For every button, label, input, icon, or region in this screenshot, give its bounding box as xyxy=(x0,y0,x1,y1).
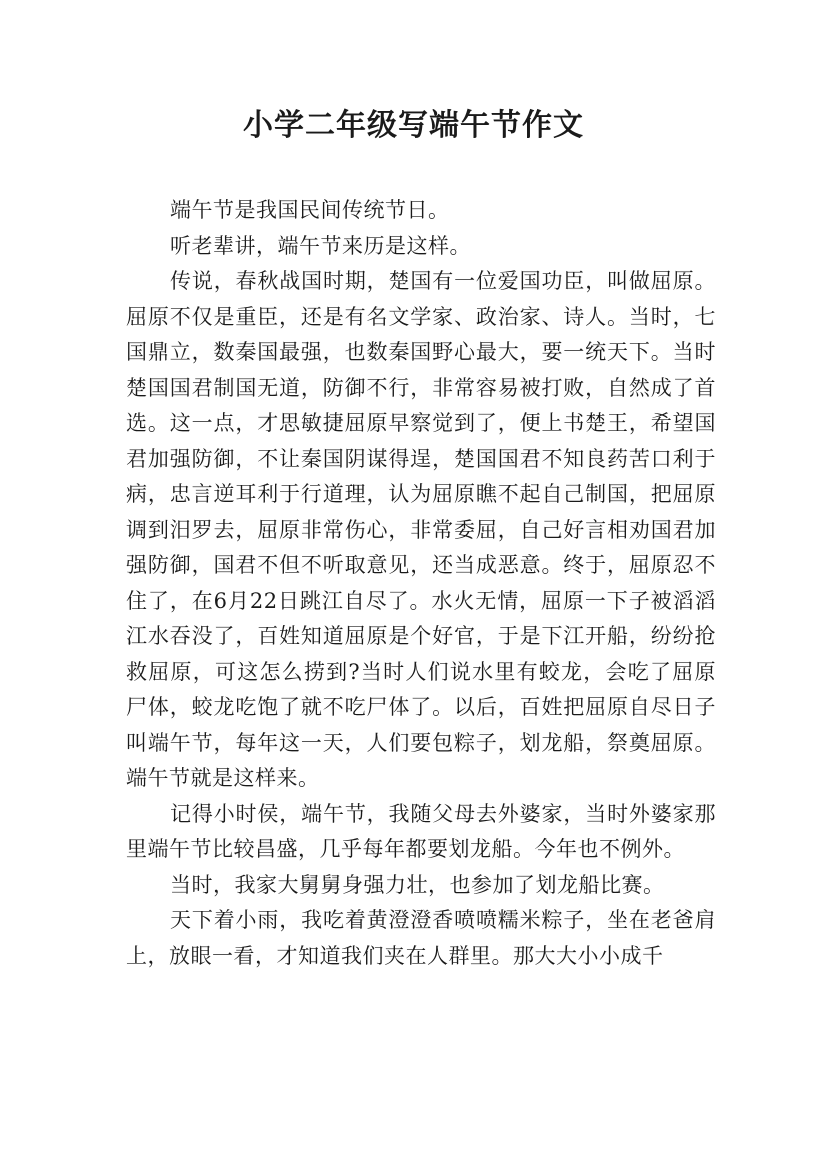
paragraph: 端午节是我国民间传统节日。 xyxy=(170,198,450,222)
paragraph: 记得小时侯，端午节，我随父母去外婆家，当时外婆家那里端午节比较昌盛，几乎每年都要划龙船。今年也不例外。 xyxy=(126,801,716,861)
paragraph: 听老辈讲，端午节来历是这样。 xyxy=(170,233,471,258)
paragraph: 当时，我家大舅舅身强力壮，也参加了划龙船比赛。 xyxy=(170,872,665,897)
paragraph: 传说，春秋战国时期，楚国有一位爱国功臣，叫做屈原。屈原不仅是重臣，还是有名文学家、政治家、诗人。当时，七国鼎立，数秦国最强，也数秦国野心最大，要一统天下。当时楚国国君制国无道，防御不行，非常容易被打败，自然成了首选。这一点，才思敏捷屈原早察觉到了，便上书楚王，希望国君加强防御，不让秦国阴谋得逞，楚国国君不知良药苦口利于病，忠言逆耳利于行道理，认为屈原瞧不起自己制国，把屈原调到汨罗去，屈原非常伤心，非常委屈，自己好言相劝国君加强防御，国君不但不听取意见，还当成恶意。终于，屈原忍不住了，在6月22日跳江自尽了。水火无情，屈原一下子被滔滔江水吞没了，百姓知道屈原是个好官，于是下江开船，纷纷抢救屈原，可这怎么捞到?当时人们说水里有蛟龙，会吃了屈原尸体，蛟龙吃饱了就不吃尸体了。以后，百姓把屈原自尽日子叫端午节，每年这一天，人们要包粽子，划龙船，祭奠屈原。端午节就是这样来。 xyxy=(126,269,716,790)
paragraph: 天下着小雨，我吃着黄澄澄香喷喷糯米粽子，坐在老爸肩上，放眼一看，才知道我们夹在人群里。那大大小小成千 xyxy=(126,908,716,968)
document-body xyxy=(126,193,716,974)
document-title: 小学二年级写端午节作文 xyxy=(243,108,584,143)
